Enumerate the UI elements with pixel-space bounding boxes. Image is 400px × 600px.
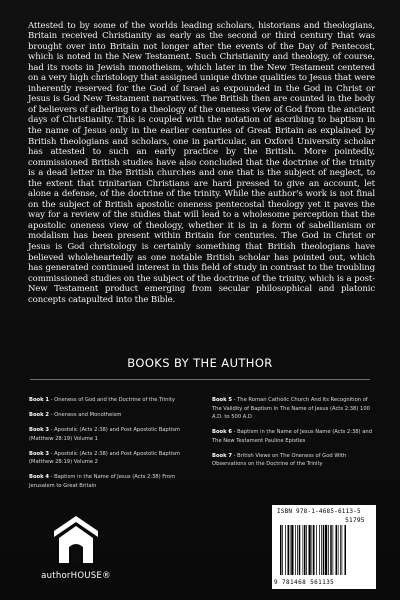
book-title: - Oneness of God and the Doctrine of the Trinity: [48, 397, 175, 403]
heading-divider: [30, 379, 370, 380]
books-by-author-heading: BOOKS BY THE AUTHOR: [127, 356, 273, 370]
book-title: - Baptism in the Name of Jesus Name (Acts 2:38) and The New Testament Pauline Epistles: [212, 429, 372, 444]
book-title: - Apostolic (Acts 2:38) and Post Apostolic Baptism (Matthew 28:19) Volume 1: [29, 427, 180, 442]
book-list-item: [29, 473, 199, 490]
book-number: Book 5: [212, 397, 232, 403]
ean-number: 9 781468 561135: [274, 579, 335, 586]
book-number: Book 1: [29, 397, 49, 403]
book-title: - The Roman Catholic Church And Its Recognition of The Validity of Baptism In The Name of Jesus (Acts 2:38) 100 A.D. to 500 A.D: [212, 397, 370, 420]
book-list-right: [212, 396, 377, 475]
publisher-logo: [36, 513, 126, 583]
book-list-item: [29, 411, 199, 420]
book-title: - Apostolic (Acts 2:38) and Post Apostolic Baptism (Matthew 28:19) Volume 2: [29, 450, 180, 465]
book-number: Book 6: [212, 429, 232, 435]
book-list-item: [212, 396, 377, 422]
publisher-house-icon: [50, 513, 102, 567]
publisher-name: authorHOUSE®: [41, 571, 111, 581]
book-title: - Baptism in the Name of Jesus (Acts 2:38) From Jerusalem to Great Britain: [29, 474, 176, 489]
price-code: 51795: [345, 516, 365, 524]
book-list-item: [212, 452, 377, 469]
book-list-item: [212, 428, 377, 445]
book-title: - Oneness and Monotheism: [48, 412, 122, 418]
book-list-left: [29, 396, 199, 497]
book-number: Book 7: [212, 452, 232, 459]
book-list-item: [29, 396, 199, 405]
isbn-number: ISBN 978-1-4685-6113-5: [277, 508, 361, 515]
isbn-barcode-block: [272, 505, 376, 589]
book-number: Book 3: [29, 450, 49, 457]
book-title: - British Views on The Oneness of God With Observations on the Doctrine of the Trinity: [212, 452, 347, 467]
back-cover-blurb: Attested to by some of the worlds leading scholars, historians and theologians, Britain received Christianity as early as the second or third century that was brought over into Britain not longer after the events of the Day of Pentecost, which is noted in the New Testament. Such Christianity and theology, of course, had its roots in Jewish monotheism, which later in the New Testament centered on a very high christology that assigned unique divine qualities to Jesus that were inherently reserved for the God of Israel as expounded in the God in Christ or Jesus is God New Testament narratives. The British then are counted in the body of believers of adhering to a theology of the oneness view of God from the ancient days of Christianity. This is coupled with the notation of ascribing to baptism in the name of Jesus only in the earlier centuries of Great Britain as explained by British theologians and scholars, one in particular, an Oxford University scholar has attested to such an early practice by the British. More pointedly, commissioned British studies have also concluded that the doctrine of the trinity is a dead letter in the British churches and one that is the subject of neglect, to the extent that trinitarian Christians are hard pressed to give an account, let alone a defense, of the doctrine of the trinity. While the author's work is not final on the subject of British apostolic oneness pentecostal theology yet it paves the way for a review of the studies that will lead to a wholesome perception that the apostolic oneness view of theology, whether it is in a form of sabellianism or modalism has been present within Britain for centuries. The God in Christ or Jesus is God christology is certainly something that British theologians have believed wholeheartedly as one notable British scholar has pointed out, which has generated continued interest in this field of study in contrast to the troubling commissioned studies on the subject of the doctrine of the trinity, which is a post-New Testament product emerging from secular philosophical and platonic concepts catapulted into the Bible.: [28, 20, 375, 305]
book-number: Book 4: [29, 474, 49, 480]
book-number: Book 2: [29, 412, 49, 418]
barcode-icon: [278, 525, 370, 577]
book-list-item: [29, 450, 199, 467]
book-number: Book 3: [29, 427, 49, 433]
book-list-item: [29, 426, 199, 443]
